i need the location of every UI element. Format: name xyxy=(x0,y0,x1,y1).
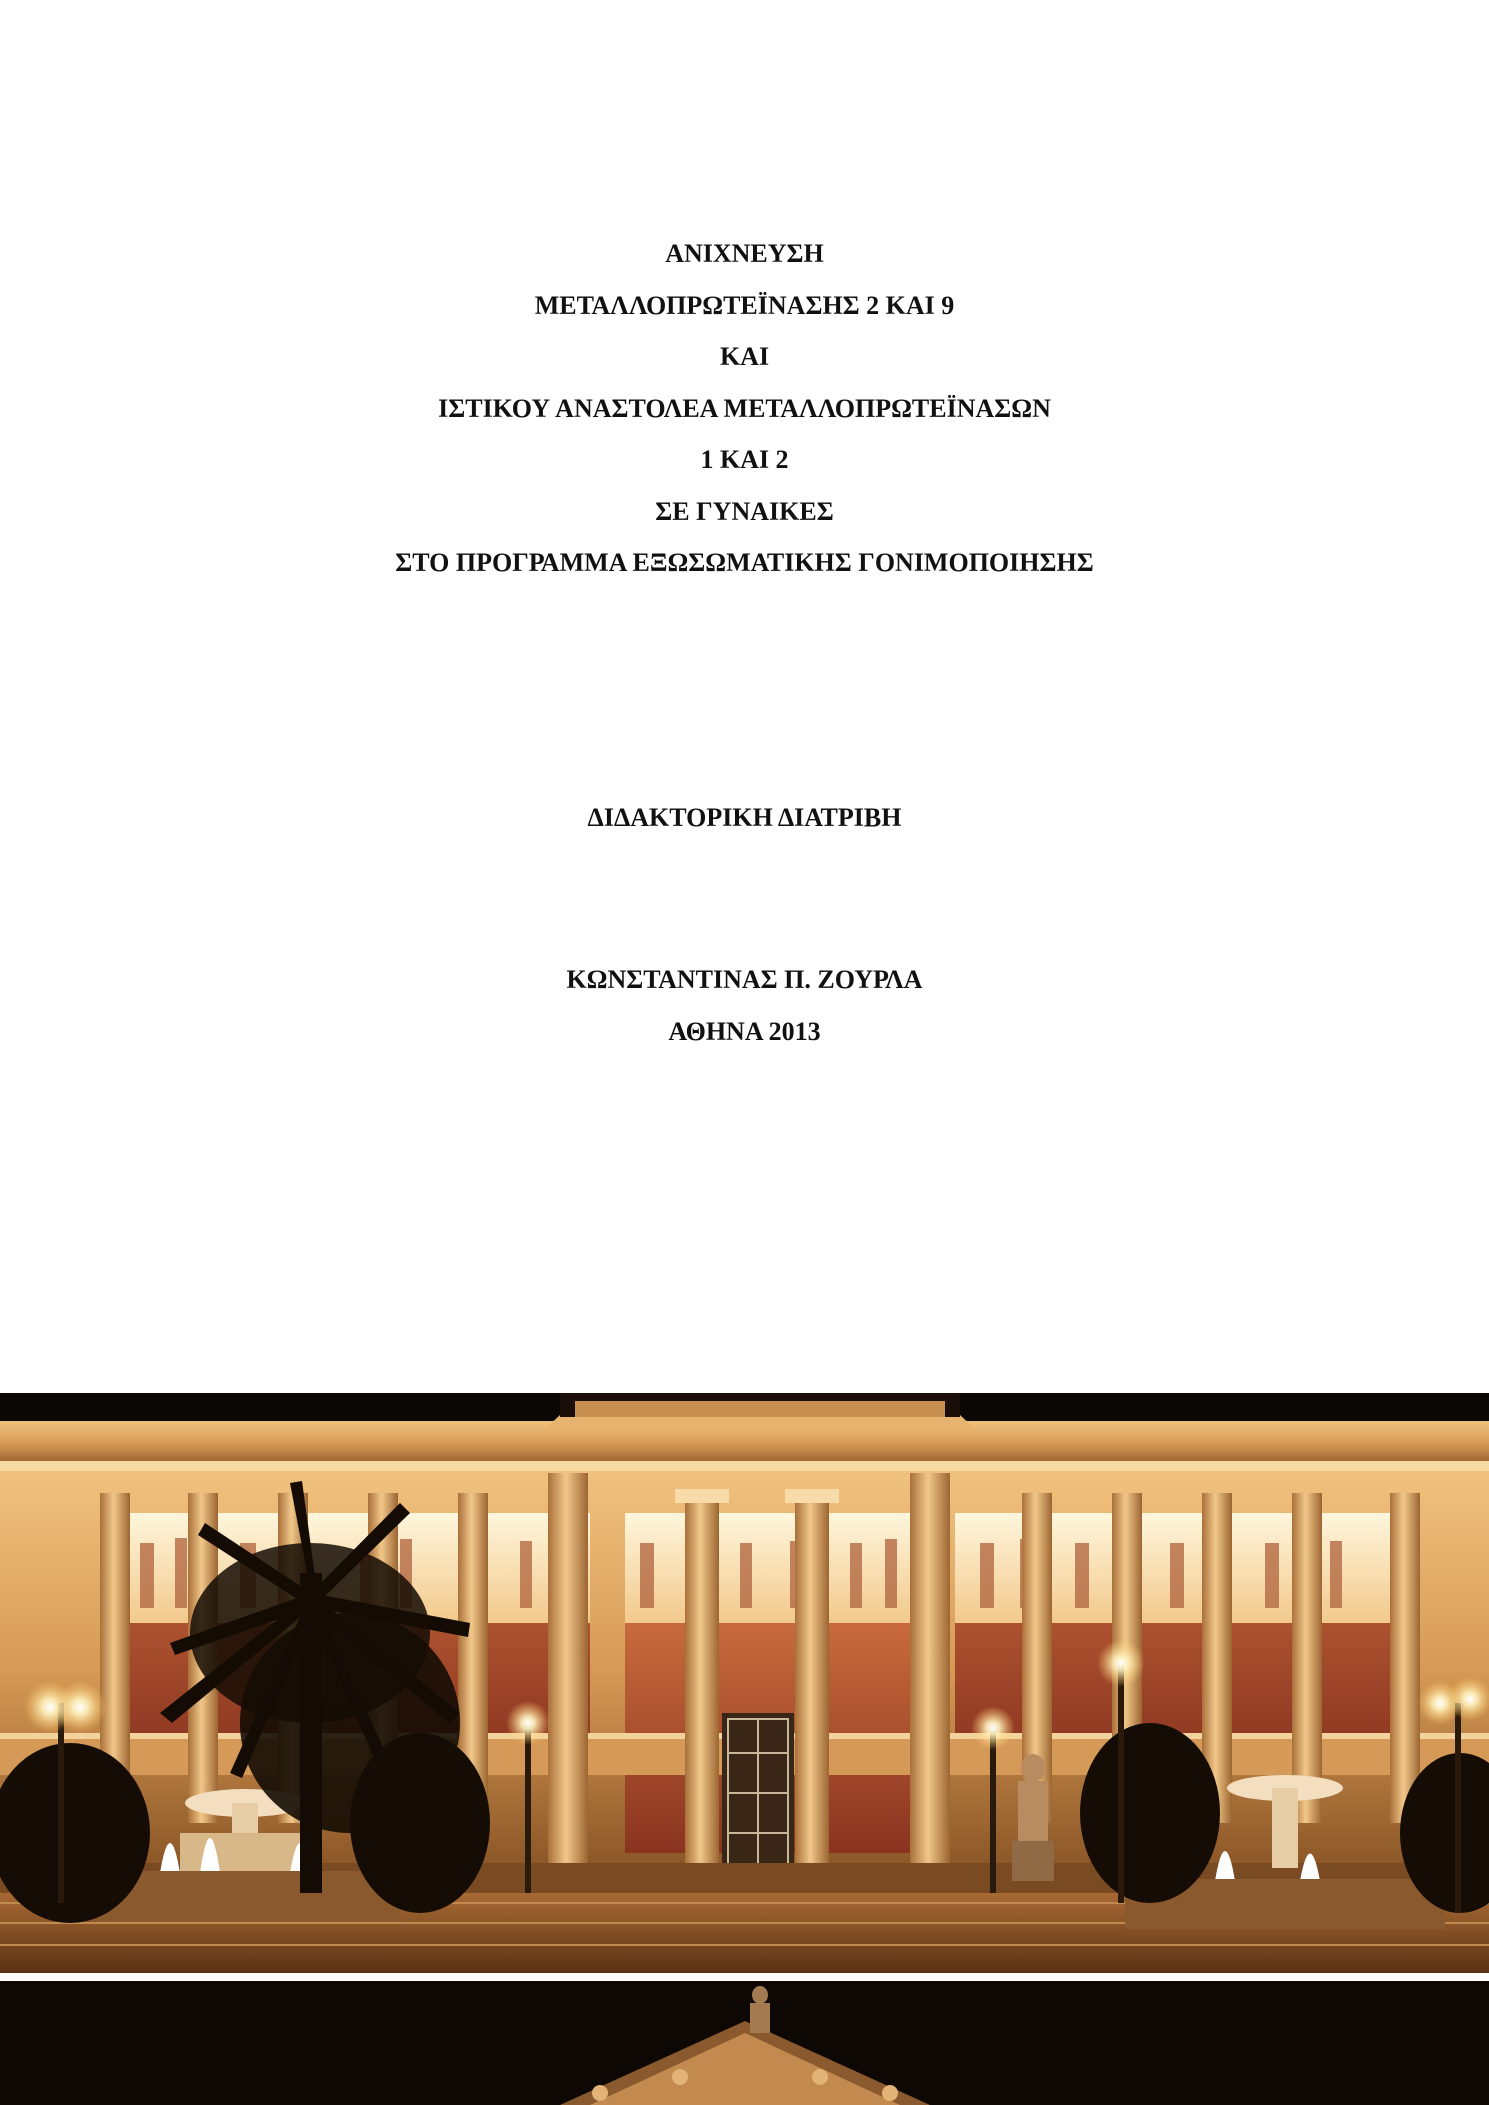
building-photo xyxy=(0,1393,1489,1973)
title-line: ΣΕ ΓΥΝΑΙΚΕΣ xyxy=(655,496,834,526)
title-line: 1 ΚΑΙ 2 xyxy=(700,445,789,474)
title-line: ΚΑΙ xyxy=(719,342,770,371)
author-block xyxy=(0,954,1489,1057)
building-photo xyxy=(0,1981,1489,2105)
author-name: ΚΩΝΣΤΑΝΤΙΝΑΣ Π. ΖΟΥΡΛΑ xyxy=(566,965,923,994)
title-line: ΜΕΤΑΛΛΟΠΡΩΤΕΪΝΑΣΗΣ 2 ΚΑΙ 9 xyxy=(534,290,955,320)
thesis-title xyxy=(0,228,1489,589)
title-line: ΙΣΤΙΚΟΥ ΑΝΑΣΤΟΛΕΑ ΜΕΤΑΛΛΟΠΡΩΤΕΪΝΑΣΩΝ xyxy=(438,393,1051,423)
title-line: ΣΤΟ ΠΡΟΓΡΑΜΜΑ ΕΞΩΣΩΜΑΤΙΚΗΣ ΓΟΝΙΜΟΠΟΙΗΣΗΣ xyxy=(395,548,1094,577)
statue xyxy=(750,1986,770,2033)
title-line: ΑΝΙΧΝΕΥΣΗ xyxy=(665,239,824,268)
document-type: ΔΙΔΑΚΤΟΡΙΚΗ ΔΙΑΤΡΙΒΗ xyxy=(587,803,902,832)
place-year: ΑΘΗΝΑ 2013 xyxy=(668,1016,821,1046)
